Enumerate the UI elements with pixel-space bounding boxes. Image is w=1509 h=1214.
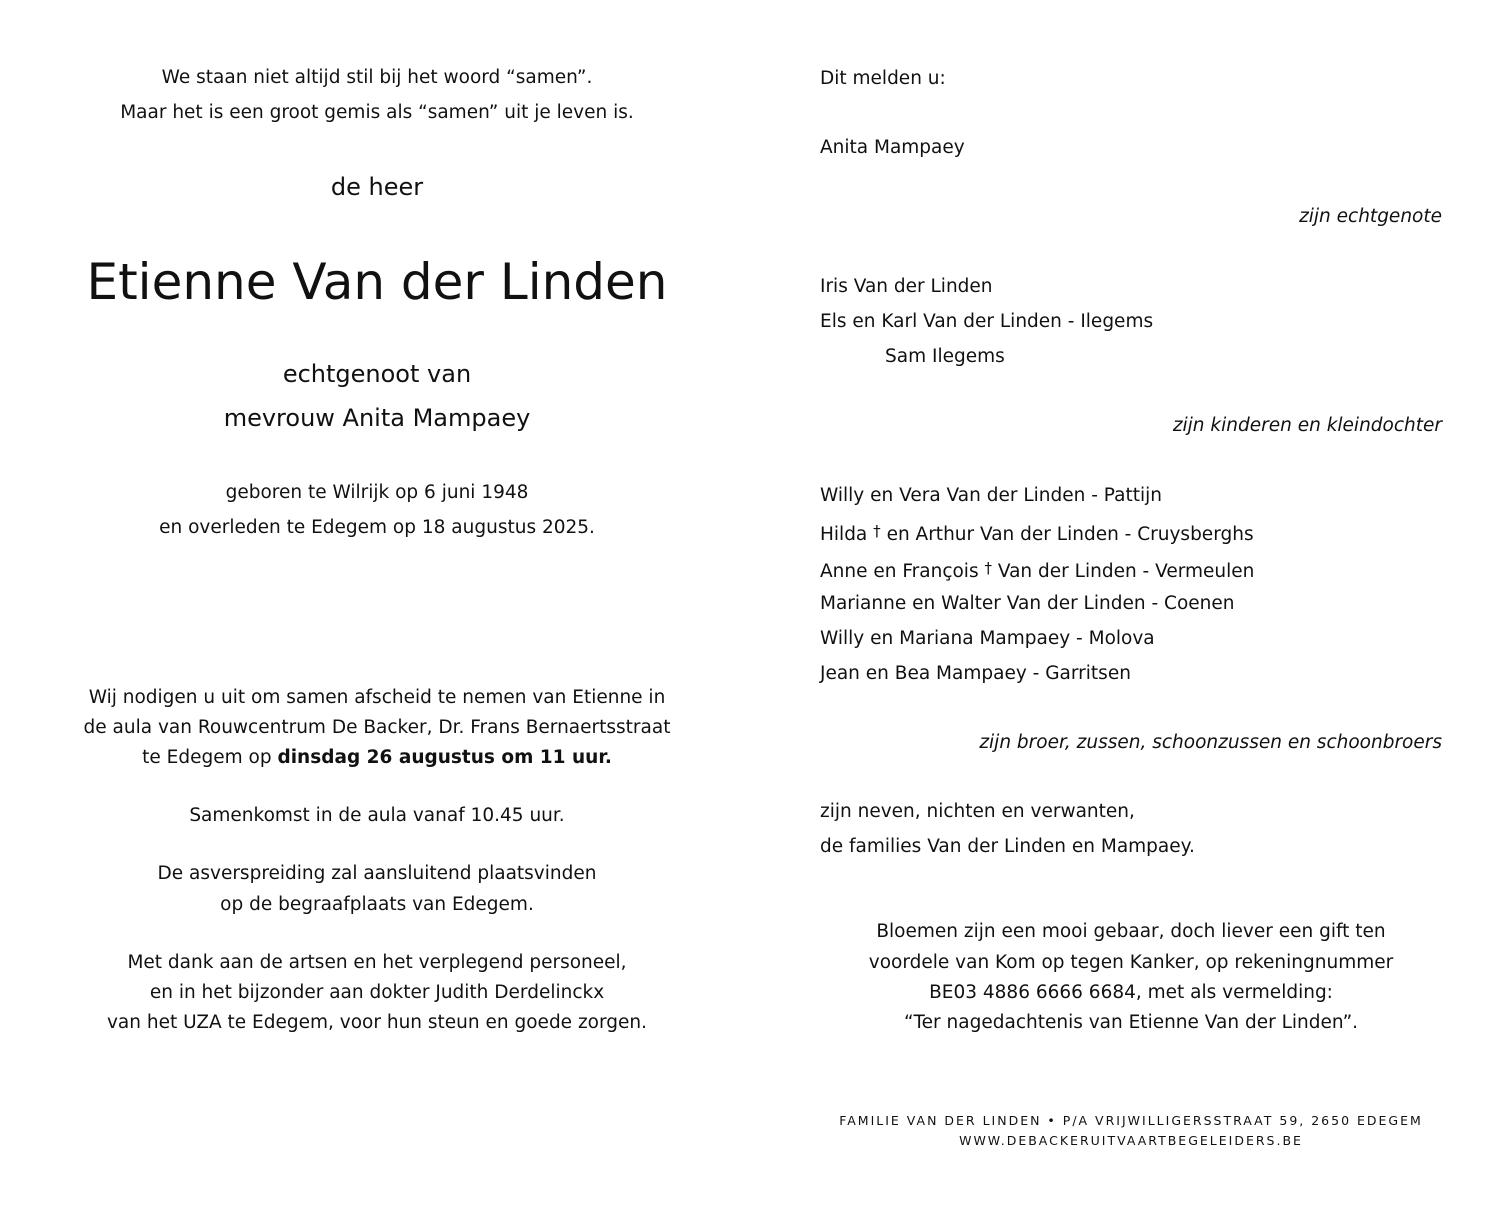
children-role: zijn kinderen en kleindochter (1172, 415, 1442, 436)
intro: Dit melden u: (820, 68, 946, 89)
spouse-line: mevrouw Anita Mampaey (223, 404, 531, 432)
sibling (820, 522, 1254, 545)
deceased-name: Etienne Van der Linden (86, 253, 668, 311)
dates-line: en overleden te Edegem op 18 augustus 2025. (159, 517, 595, 538)
child: Els en Karl Van der Linden - Ilegems (820, 311, 1154, 332)
spouse-line: echtgenoot van (282, 360, 472, 388)
sibling-name: Anne en François (820, 561, 979, 582)
footer-website: WWW.DEBACKERUITVAARTBEGELEIDERS.BE (959, 1133, 1303, 1148)
thanks-line: en in het bijzonder aan dokter Judith Derdelinckx (149, 982, 605, 1003)
grandchild: Sam Ilegems (885, 346, 1005, 367)
scattering-line: op de begraafplaats van Edegem. (220, 894, 534, 915)
footer-address: FAMILIE VAN DER LINDEN • P/A VRIJWILLIGERSSTRAAT 59, 2650 EDEGEM (839, 1113, 1423, 1128)
ceremony-date: dinsdag 26 augustus om 11 uur. (277, 747, 612, 768)
dates-line: geboren te Wilrijk op 6 juni 1948 (225, 482, 529, 503)
flowers-line: Bloemen zijn een mooi gebaar, doch liever een gift ten (876, 921, 1386, 942)
flowers-line: “Ter nagedachtenis van Etienne Van der Linden”. (903, 1012, 1359, 1033)
relatives-line: de families Van der Linden en Mampaey. (820, 836, 1195, 857)
sibling: Jean en Bea Mampaey - Garritsen (820, 663, 1131, 684)
quote-line: We staan niet altijd stil bij het woord “samen”. (161, 67, 593, 88)
sibling: Marianne en Walter Van der Linden - Coenen (820, 593, 1235, 614)
wife-role: zijn echtgenote (1299, 206, 1442, 227)
wife: Anita Mampaey (820, 137, 965, 158)
invite-prefix: te Edegem op (142, 747, 278, 768)
invite-line (0, 747, 754, 768)
quote-line: Maar het is een groot gemis als “samen” uit je leven is. (120, 102, 634, 123)
cross-icon: † (984, 559, 992, 577)
sibling-name: en Arthur Van der Linden - Cruysberghs (886, 524, 1254, 545)
sibling-name: Hilda (820, 524, 868, 545)
flowers-line: voordele van Kom op tegen Kanker, op rekeningnummer (868, 952, 1394, 973)
invite-line: de aula van Rouwcentrum De Backer, Dr. Frans Bernaertsstraat (83, 717, 671, 738)
cross-icon: † (873, 522, 881, 540)
sibling: Willy en Vera Van der Linden - Pattijn (820, 485, 1162, 506)
relatives-line: zijn neven, nichten en verwanten, (820, 801, 1135, 822)
thanks-line: Met dank aan de artsen en het verplegend personeel, (127, 952, 627, 973)
scattering-line: De asverspreiding zal aansluitend plaatsvinden (157, 863, 597, 884)
thanks-line: van het UZA te Edegem, voor hun steun en goede zorgen. (106, 1012, 647, 1033)
invite-line: Wij nodigen u uit om samen afscheid te nemen van Etienne in (88, 687, 666, 708)
sibling (820, 559, 1254, 582)
gathering: Samenkomst in de aula vanaf 10.45 uur. (189, 805, 565, 826)
flowers-line: BE03 4886 6666 6684, met als vermelding: (929, 982, 1333, 1003)
siblings-role: zijn broer, zussen, schoonzussen en schoonbroers (979, 732, 1442, 753)
salutation: de heer (330, 173, 424, 201)
sibling-name: Van der Linden - Vermeulen (997, 561, 1255, 582)
child: Iris Van der Linden (820, 276, 993, 297)
sibling: Willy en Mariana Mampaey - Molova (820, 628, 1155, 649)
